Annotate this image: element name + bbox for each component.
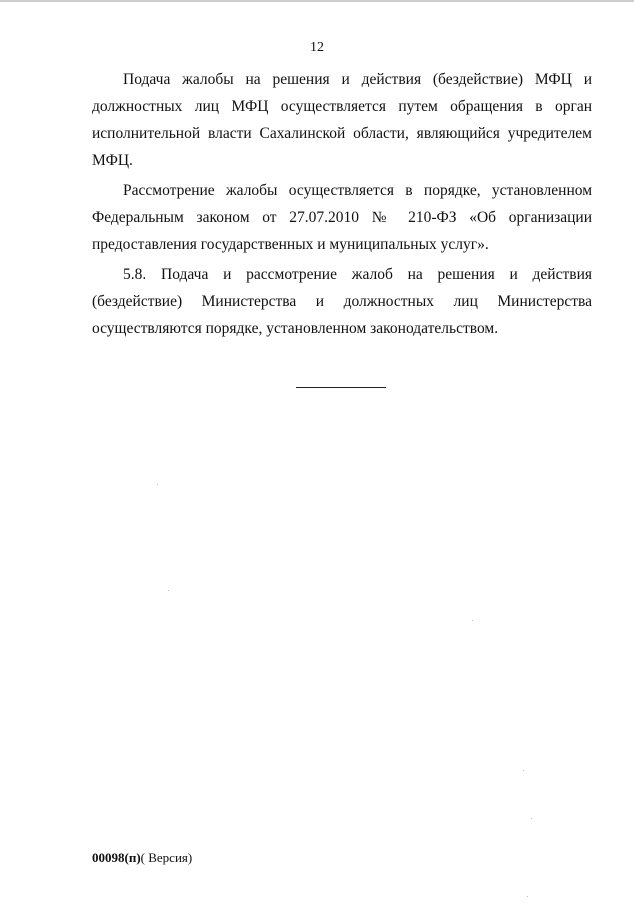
paragraph-complaint-review: Рассмотрение жалобы осуществляется в порядке, установленном Федеральным законом от 27.07.2010 № 210-ФЗ «Об организации предоставления государственных и муниципальных услуг». [92,182,592,253]
scan-speck [472,620,473,621]
scan-speck [527,896,528,897]
document-version: ( Версия) [140,850,193,865]
scan-speck [531,818,532,819]
section-separator-line [296,387,386,388]
scan-top-edge [0,0,634,2]
paragraph-5-8: 5.8. Подача и рассмотрение жалоб на решения и действия (бездействие) Министерства и должностных лиц Министерства осуществляются порядке, установленном законодательством. [92,266,592,337]
scan-speck [168,590,169,591]
scan-speck [157,484,158,485]
footer-code [92,850,192,866]
page-number: 12 [310,40,324,55]
document-code: 00098(п) [92,850,141,865]
body-text [92,66,592,345]
paragraph-mfc-complaint: Подача жалобы на решения и действия (бездействие) МФЦ и должностных лиц МФЦ осуществляется путем обращения в орган исполнительной власти Сахалинской области, являющийся учредителем МФЦ. [92,71,592,169]
scan-speck [523,770,524,771]
